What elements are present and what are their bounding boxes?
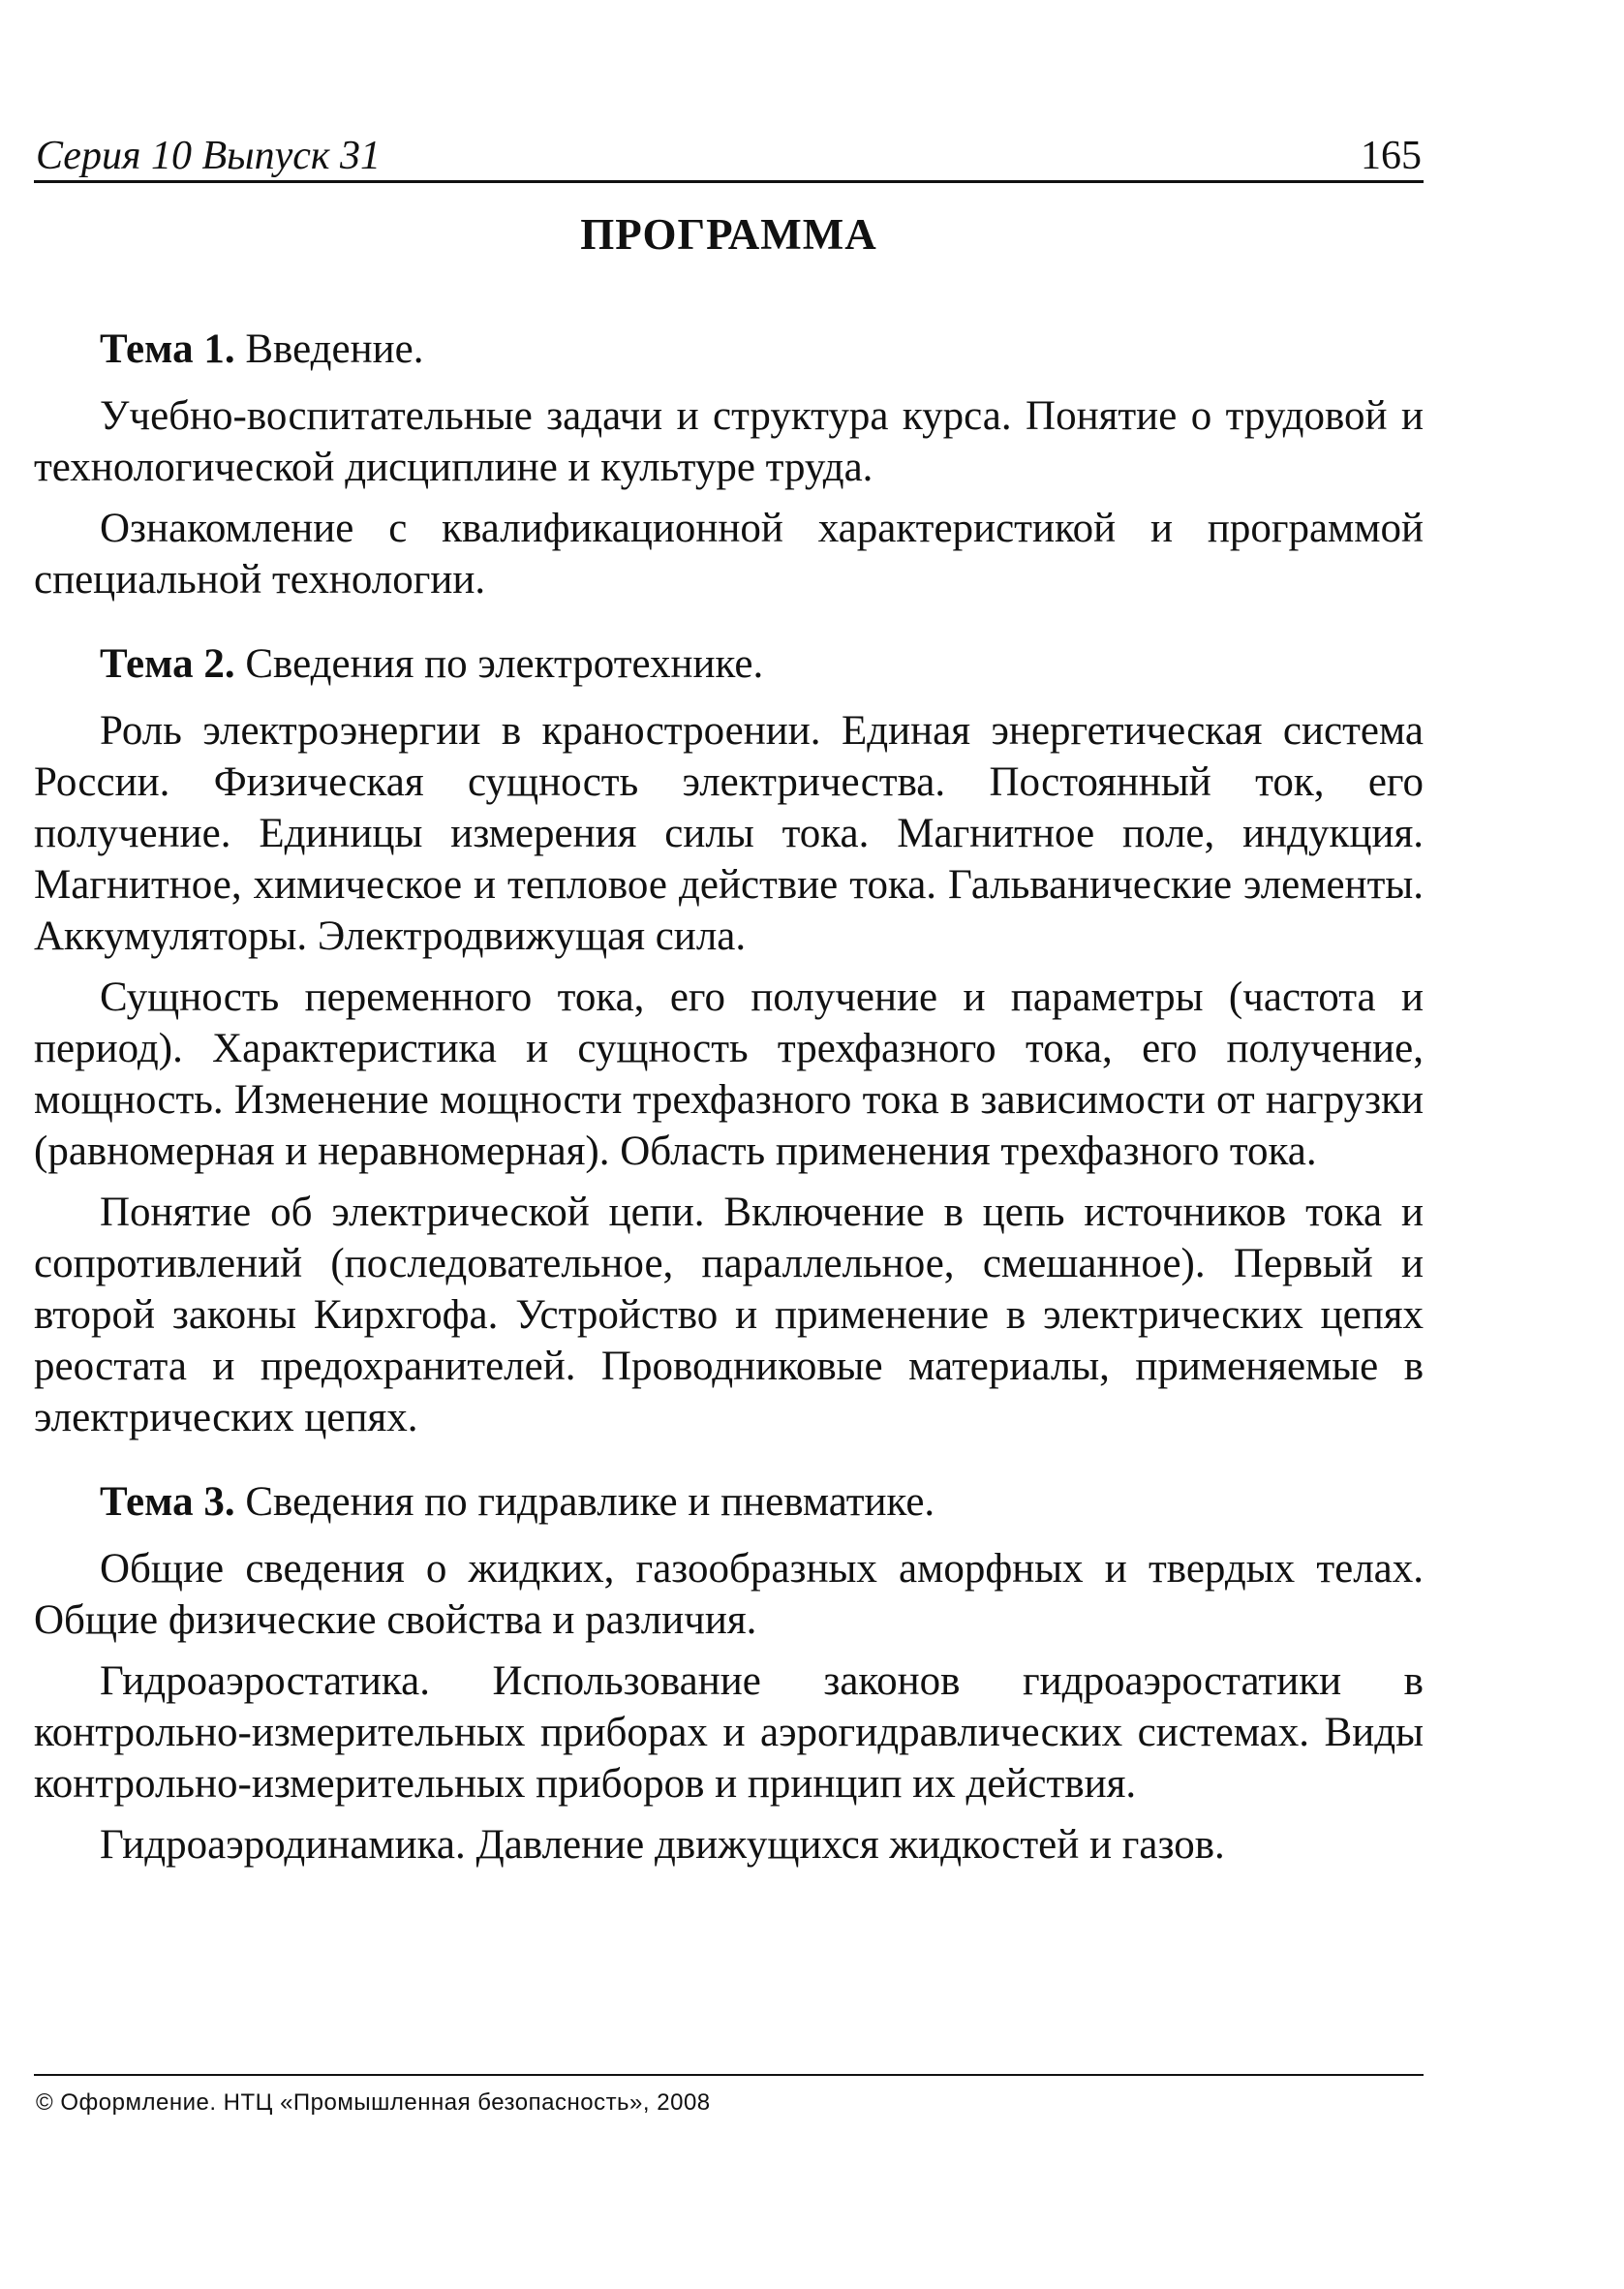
paragraph: Учебно-воспитательные задачи и структура курса. Понятие о трудовой и технологической дисциплине и культуре труда.: [34, 393, 1424, 490]
series-label: Серия 10 Выпуск 31: [36, 134, 381, 178]
footnote-divider: [34, 2074, 1424, 2076]
page: [34, 0, 1424, 2289]
paragraph: Гидроаэростатика. Использование законов гидроаэростатики в контрольно-измерительных приборах и аэрогидравлических системах. Виды контрольно-измерительных приборов и принцип их действия.: [34, 1658, 1424, 1807]
paragraph: Роль электроэнергии в краностроении. Единая энергетическая система России. Физическая сущность электричества. Постоянный ток, его получение. Единицы измерения силы тока. Магнитное поле, индукция. Магнитное, химическое и тепловое действие тока. Гальванические элементы. Аккумуляторы. Электродвижущая сила.: [34, 708, 1424, 959]
document-body: [34, 324, 1424, 1880]
topic-title: Сведения по электротехнике.: [234, 641, 764, 687]
running-head: [34, 124, 1424, 183]
page-title: ПРОГРАММА: [580, 210, 877, 259]
paragraph: Ознакомление с квалификационной характеристикой и программой специальной технологии.: [34, 506, 1424, 603]
copyright-notice: © Оформление. НТЦ «Промышленная безопасность», 2008: [36, 2089, 711, 2116]
paragraph: Понятие об электрической цепи. Включение в цепь источников тока и сопротивлений (последовательное, параллельное, смешанное). Первый и второй законы Кирхгофа. Устройство и применение в электрических цепях реостата и предохранителей. Проводниковые материалы, применяемые в электрических цепях.: [34, 1190, 1424, 1440]
topic-heading-2: [34, 638, 1424, 690]
topic-label: Тема 2.: [100, 641, 235, 687]
topic-label: Тема 1.: [100, 326, 235, 372]
topic-title: Сведения по гидравлике и пневматике.: [234, 1479, 935, 1525]
paragraph: Сущность переменного тока, его получение и параметры (частота и период). Характеристика и сущность трехфазного тока, его получение, мощность. Изменение мощности трехфазного тока в зависимости от нагрузки (равномерная и неравномерная). Область применения трехфазного тока.: [34, 974, 1424, 1174]
topic-heading-1: [34, 324, 1424, 375]
page-number: 165: [1361, 134, 1422, 178]
paragraph: Гидроаэродинамика. Давление движущихся жидкостей и газов.: [100, 1822, 1225, 1868]
topic-label: Тема 3.: [100, 1479, 235, 1525]
topic-heading-3: [34, 1476, 1424, 1528]
paragraph: Общие сведения о жидких, газообразных аморфных и твердых телах. Общие физические свойства и различия.: [34, 1546, 1424, 1643]
topic-title: Введение.: [234, 326, 424, 372]
